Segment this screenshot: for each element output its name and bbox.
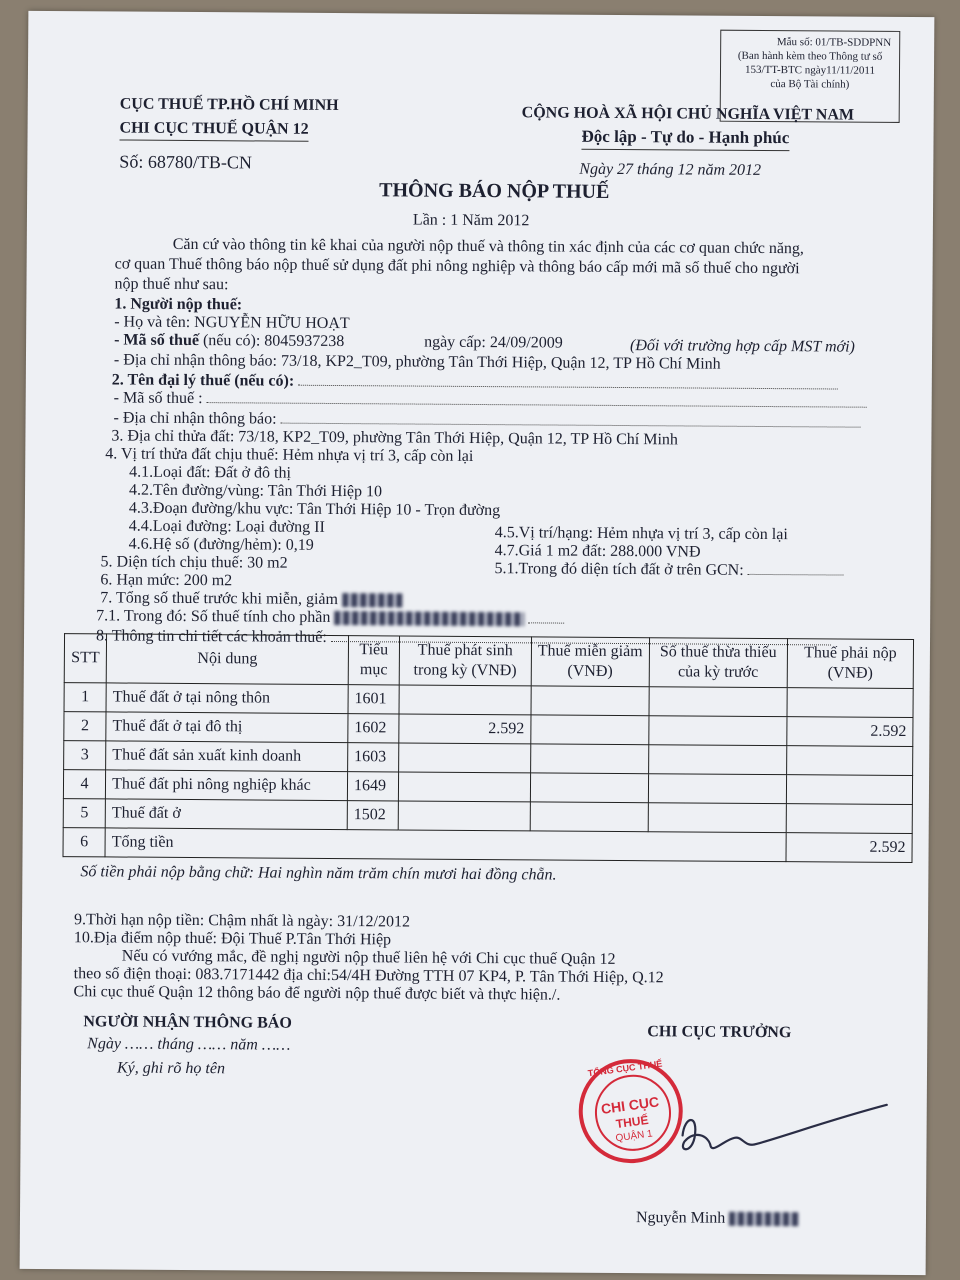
cell-arising: 2.592 (399, 714, 531, 744)
mst-issue-date: ngày cấp: 24/09/2009 (424, 333, 563, 352)
land-price: 4.7.Giá 1 m2 đất: 288.000 VNĐ (494, 542, 701, 561)
cell-code: 1502 (347, 801, 398, 830)
notice-subtitle: Lần : 1 Năm 2012 (412, 211, 530, 230)
receiver-date: Ngày …… tháng …… năm …… (87, 1035, 291, 1054)
sub-agency-name: CHI CỤC THUẾ QUẬN 12 (119, 119, 308, 141)
stamp-line-3: QUẬN 1 (614, 1128, 654, 1145)
intro-line-3: nộp thuế như sau: (114, 275, 229, 294)
intro-line-1: Căn cứ vào thông tin kê khai của người nộp thuế và thông tin xác định của các cơ quan chức năng, (172, 235, 805, 258)
form-code: Mẫu số: 01/TB-SDDPNN (776, 36, 892, 49)
payment-location: 10.Địa điểm nộp thuế: Đội Thuế P.Tân Thới Hiệp (73, 929, 392, 949)
detail-heading-label: 8. Thông tin chi tiết các khoản thuế: (95, 627, 327, 646)
page-title: THÔNG BÁO NỘP THUẾ (379, 179, 610, 203)
cell-arising (398, 743, 530, 773)
cell-code: 1649 (347, 772, 398, 801)
cell-arising (398, 772, 530, 802)
cell-stt: 2 (64, 712, 106, 741)
taxpayer-name-row (114, 313, 350, 333)
coefficient: 4.6.Hệ số (đường/hẻm): 0,19 (128, 535, 314, 554)
residential-area (494, 560, 843, 580)
cell-exempt (530, 802, 648, 832)
cell-content: Thuế đất sản xuất kinh doanh (106, 741, 348, 772)
residential-area-dots (748, 574, 844, 576)
header-payable: Thuế phải nộp (VNĐ) (787, 639, 913, 689)
stamp-rim-text: TỔNG CỤC THUẾ (587, 1058, 663, 1079)
contact-line-3: Chi cục thuế Quận 12 thông báo để người nộp thuế được biết và thực hiện./. (73, 983, 561, 1004)
land-address: 3. Địa chỉ thửa đất: 73/18, KP2_T09, phường Tân Thới Hiệp, Quận 12, TP Hồ Chí Minh (111, 427, 679, 449)
cell-prior (648, 745, 786, 775)
stamp-line-1: CHI CỤC (599, 1093, 660, 1117)
mst-label: - Mã số thuế (114, 331, 200, 350)
header-exempt: Thuế miễn giảm (VNĐ) (531, 637, 649, 687)
cell-payable (786, 775, 912, 805)
cell-exempt (531, 686, 649, 716)
agent-mst-label: - Mã số thuế : (113, 389, 203, 408)
quota: 6. Hạn mức: 200 m2 (100, 571, 233, 590)
cell-arising (398, 801, 530, 831)
cell-payable: 2.592 (787, 717, 913, 747)
cell-exempt (530, 773, 648, 803)
road-name: 4.2.Tên đường/vùng: Tân Thới Hiệp 10 (128, 481, 383, 501)
tax-portion-dots (528, 622, 564, 623)
land-type: 4.1.Loại đất: Đất ở đô thị (129, 463, 292, 482)
contact-line-2: theo số điện thoại: 083.7171442 địa chỉ:54/4H Đường TTH 07 KP4, P. Tân Thới Hiệp, Q.12 (73, 965, 664, 987)
tax-portion-label: 7.1. Trong đó: Số thuế tính cho phần (96, 607, 331, 626)
tax-notice-page (20, 11, 935, 1275)
form-code-line2: (Ban hành kèm theo Thông tư số (737, 49, 883, 63)
cell-content: Thuế đất ở tại đô thị (106, 712, 348, 743)
intro-line-2: cơ quan Thuế thông báo nộp thuế sử dụng đất phi nông nghiệp và thông báo cấp mới mã số thuế cho người (114, 255, 800, 278)
cell-content: Thuế đất phi nông nghiệp khác (106, 770, 348, 801)
tax-detail-table (62, 633, 914, 863)
cell-payable (787, 746, 913, 776)
agent-address-label: - Địa chỉ nhận thông báo: (113, 409, 277, 428)
chief-title: CHI CỤC TRƯỞNG (647, 1023, 792, 1042)
redacted-surname (729, 1212, 799, 1226)
contact-line-1: Nếu có vướng mắc, đề nghị người nộp thuế liên hệ với Chi cục thuế Quận 12 (121, 947, 616, 968)
header-content: Nội dung (106, 634, 348, 685)
redacted-amount (342, 593, 402, 607)
road-class: 4.4.Loại đường: Loại đường II (128, 517, 325, 536)
form-code-line3: 153/TT-BTC ngày11/11/2011 (744, 63, 876, 77)
country-name: CỘNG HOÀ XÃ HỘI CHỦ NGHĨA VIỆT NAM (521, 104, 855, 124)
header-arising: Thuế phát sinh trong kỳ (VNĐ) (399, 636, 531, 686)
residential-area-label: 5.1.Trong đó diện tích đất ở trên GCN: (494, 560, 744, 579)
cell-code: 1602 (348, 714, 399, 743)
cell-total-value: 2.592 (786, 833, 912, 863)
taxpayer-name-label: - Họ và tên: (114, 313, 191, 331)
agent-mst-dots (207, 402, 867, 408)
taxpayer-mst-row (114, 331, 344, 351)
cell-stt: 1 (64, 683, 106, 712)
cell-payable (787, 688, 913, 718)
taxpayer-address: - Địa chỉ nhận thông báo: 73/18, KP2_T09, phường Tân Thới Hiệp, Quận 12, TP Hồ Chí Minh (113, 351, 721, 373)
redacted-portion (334, 611, 524, 626)
taxpayer-heading: 1. Người nộp thuế: (114, 295, 243, 314)
payment-deadline: 9.Thời hạn nộp tiền: Chậm nhất là ngày: 31/12/2012 (73, 911, 411, 931)
land-rank: 4.5.Vị trí/hạng: Hẻm nhựa vị trí 3, cấp còn lại (494, 524, 788, 544)
cell-prior (649, 687, 787, 717)
agent-heading-text: 2. Tên đại lý thuế (nếu có): (111, 371, 295, 390)
land-position: 4. Vị trí thửa đất chịu thuế: Hẻm nhựa vị trí 3, cấp còn lại (105, 445, 474, 465)
mst-note: (nếu có): (202, 332, 261, 350)
table-total-row (63, 828, 912, 863)
cell-prior (648, 774, 786, 804)
mst-value: 8045937238 (264, 332, 345, 351)
cell-prior (648, 803, 786, 833)
cell-stt: 4 (63, 770, 105, 799)
cell-code: 1603 (348, 743, 399, 772)
cell-stt: 3 (64, 741, 106, 770)
cell-total-stt: 6 (63, 828, 105, 857)
stamp-line-2: THUẾ (615, 1112, 650, 1132)
header-prior: Số thuế thừa thiếu của kỳ trước (649, 638, 788, 688)
total-before-exemption-label: 7. Tổng số thuế trước khi miễn, giảm (100, 589, 339, 609)
header-stt: STT (64, 634, 106, 683)
cell-code: 1601 (348, 685, 399, 714)
mst-issue-note: (Đối với trường hợp cấp MST mới) (630, 337, 855, 356)
issue-date: Ngày 27 tháng 12 năm 2012 (579, 160, 762, 179)
chief-name-text: Nguyễn Minh (635, 1209, 726, 1227)
cell-content: Thuế đất ở tại nông thôn (106, 683, 348, 714)
agency-name: CỤC THUẾ TP.HỒ CHÍ MINH (119, 95, 339, 115)
receiver-title: NGƯỜI NHẬN THÔNG BÁO (83, 1013, 292, 1032)
signature-scribble (664, 1095, 894, 1167)
cell-exempt (531, 715, 649, 745)
table-header-row (64, 634, 913, 689)
taxpayer-name: NGUYỄN HỮU HOẠT (194, 314, 350, 333)
cell-exempt (530, 744, 648, 774)
total-before-exemption (100, 589, 402, 609)
cell-total-label: Tổng tiền (105, 828, 786, 862)
cell-arising (399, 685, 531, 715)
agent-heading-dots (298, 385, 838, 390)
amount-in-words: Số tiền phải nộp bằng chữ: Hai nghìn năm trăm chín mươi hai đồng chẵn. (80, 863, 557, 884)
agent-address-dots (281, 423, 861, 428)
header-code: Tiểu mục (348, 636, 399, 685)
document-number: Số: 68780/TB-CN (119, 151, 252, 173)
cell-stt: 5 (63, 799, 105, 828)
cell-content: Thuế đất ở (105, 799, 347, 830)
road-segment: 4.3.Đoạn đường/khu vực: Tân Thới Hiệp 10 - Trọn đường (128, 499, 501, 520)
cell-prior (649, 716, 787, 746)
form-code-line4: của Bộ Tài chính) (770, 78, 850, 91)
cell-payable (786, 804, 912, 834)
taxable-area: 5. Diện tích chịu thuế: 30 m2 (100, 553, 288, 572)
chief-name (636, 1209, 799, 1228)
receiver-note: Ký, ghi rõ họ tên (116, 1059, 226, 1078)
agent-mst (114, 389, 867, 412)
national-motto: Độc lập - Tự do - Hạnh phúc (581, 127, 789, 151)
tax-portion (96, 607, 564, 628)
